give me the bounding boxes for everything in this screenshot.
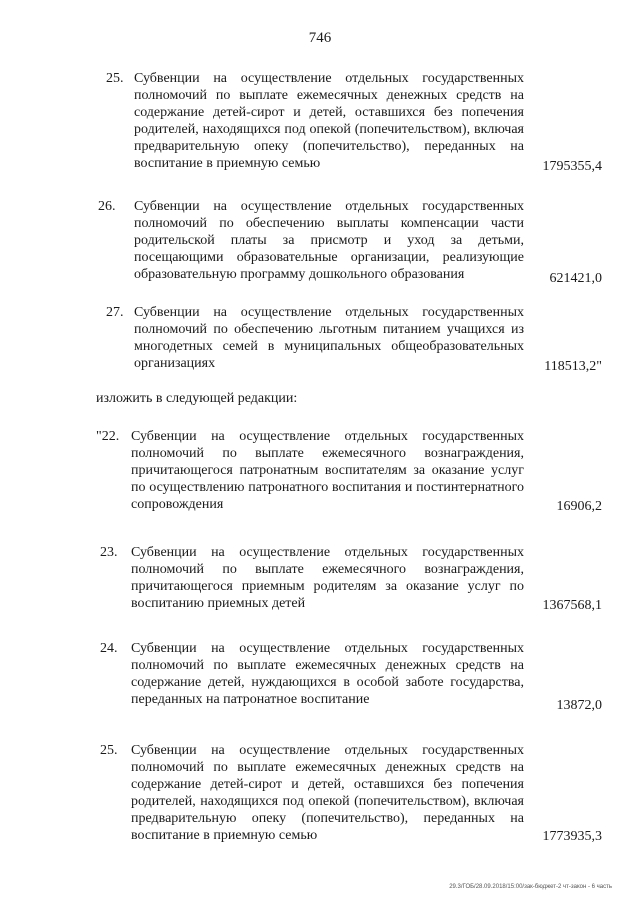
item-number: 25. bbox=[100, 743, 118, 758]
page-number: 746 bbox=[308, 30, 332, 46]
item-number: 27. bbox=[106, 305, 124, 320]
item-amount: 13872,0 bbox=[556, 698, 602, 713]
item-number: 25. bbox=[106, 71, 124, 86]
item-number: 24. bbox=[100, 641, 118, 656]
item-amount: 1795355,4 bbox=[542, 159, 602, 174]
item-amount: 621421,0 bbox=[549, 271, 602, 286]
item-amount: 1367568,1 bbox=[542, 598, 602, 613]
item-amount: 1773935,3 bbox=[542, 829, 602, 844]
lead-in-text: изложить в следующей редакции: bbox=[96, 391, 298, 406]
item-text: Субвенции на осуществление отдельных государственных полномочий по выплате ежемесячных денежных средств на содержание детей-сирот и детей, оставшихся без попечения родителей, находящихся под опекой (попечительством), включая предварительную опеку (попечительство), переданных на воспитание в приемную семью bbox=[131, 743, 524, 843]
item-number: 23. bbox=[100, 545, 118, 560]
item-amount: 118513,2" bbox=[544, 359, 602, 374]
footer-text: 29.3/ГОБ/28.09.2018/15:00/зак-бюджет-2 чт-закон - 6 часть bbox=[449, 884, 612, 890]
item-text: Субвенции на осуществление отдельных государственных полномочий по выплате ежемесячных денежных средств на содержание детей-сирот и детей, оставшихся без попечения родителей, находящихся под опекой (попечительством), включая предварительную опеку (попечительство), переданных на воспитание в приемную семью bbox=[134, 71, 524, 171]
item-amount: 16906,2 bbox=[556, 499, 602, 514]
item-number: "22. bbox=[96, 429, 120, 444]
item-text: Субвенции на осуществление отдельных государственных полномочий по выплате ежемесячного вознаграждения, причитающегося приемным родителям за оказание услуг по воспитанию приемных детей bbox=[131, 545, 524, 611]
item-text: Субвенции на осуществление отдельных государственных полномочий по обеспечению выплаты компенсации части родительской платы за присмотр и уход за детьми, посещающими образовательные организации, реализующие образовательную программу дошкольного образования bbox=[134, 199, 524, 282]
item-text: Субвенции на осуществление отдельных государственных полномочий по выплате ежемесячного вознаграждения, причитающегося патронатным воспитателям за оказание услуг по осуществлению патронатного воспитания и постинтернатного сопровождения bbox=[131, 429, 524, 512]
item-text: Субвенции на осуществление отдельных государственных полномочий по обеспечению льготным питанием учащихся из многодетных семей в муниципальных общеобразовательных организациях bbox=[134, 305, 524, 371]
item-text: Субвенции на осуществление отдельных государственных полномочий по выплате ежемесячных денежных средств на содержание детей, нуждающихся в особой заботе государства, переданных на патронатное воспитание bbox=[131, 641, 524, 707]
item-number: 26. bbox=[98, 199, 116, 214]
